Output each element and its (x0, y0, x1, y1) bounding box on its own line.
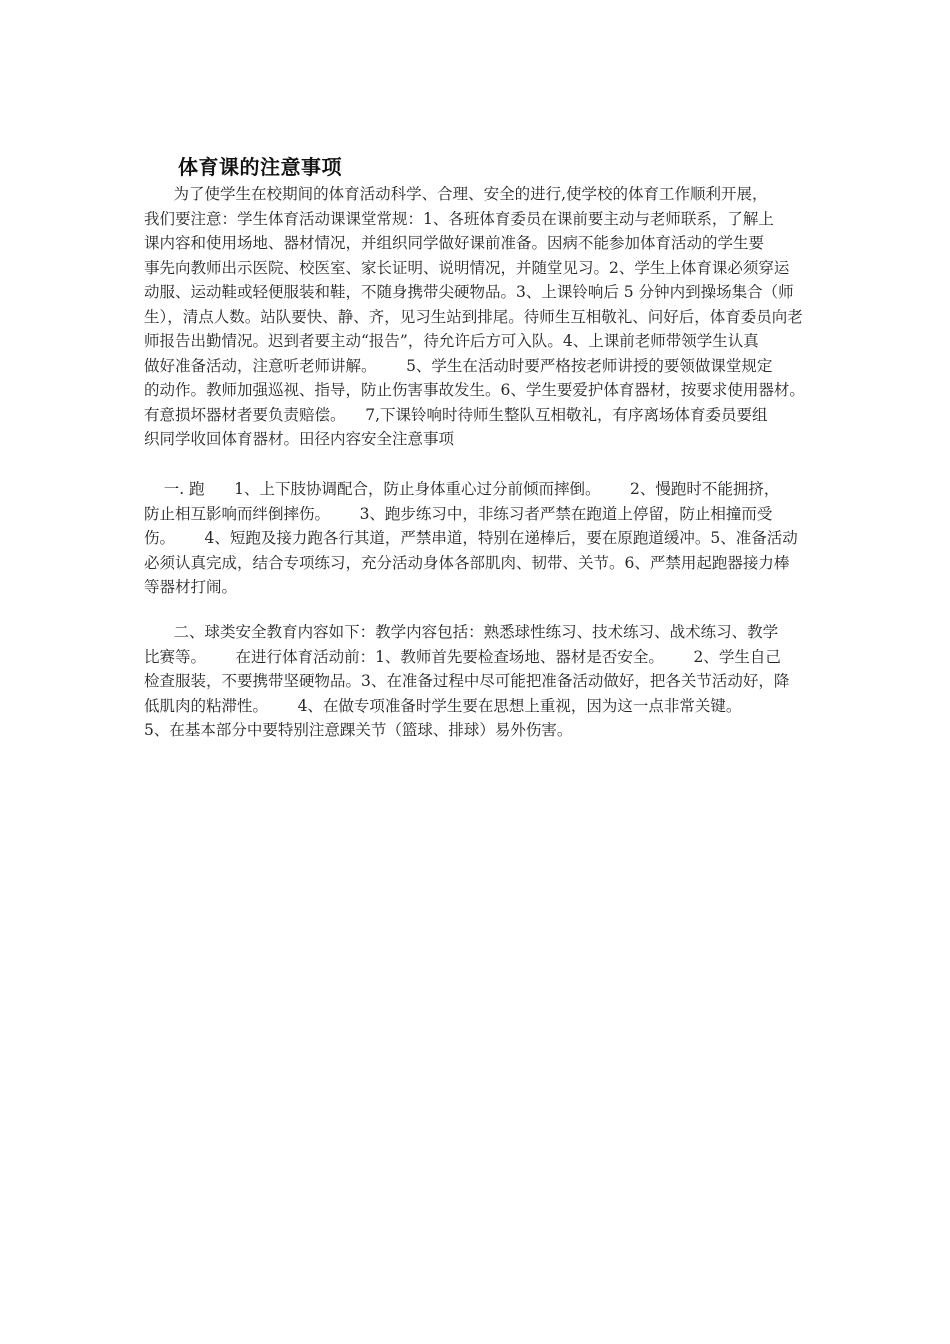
text-line: 师报告出勤情况。迟到者要主动“报告”，待允许后方可入队。4、上课前老师带领学生认真 (144, 332, 759, 350)
paragraph-ball-games-safety (144, 620, 810, 743)
text-line: 比赛等。 在进行体育活动前：1、教师首先要检查场地、器材是否安全。 2、学生自己 (144, 647, 781, 666)
text-line: 动服、运动鞋或轻便服装和鞋，不随身携带尖硬物品。3、上课铃响后 5 分钟内到操场集合（师 (144, 283, 794, 301)
text-line: 5、在基本部分中要特别注意踝关节（篮球、排球）易外伤害。 (144, 721, 573, 739)
text-line: 等器材打闹。 (144, 578, 238, 596)
paragraph-running-safety (144, 477, 810, 600)
text-line: 防止相互影响而绊倒摔伤。 3、跑步练习中，非练习者严禁在跑道上停留，防止相撞而受 (144, 504, 773, 523)
text-line: 为了使学生在校期间的体育活动科学、合理、安全的进行,使学校的体育工作顺利开展， (144, 185, 768, 203)
text-line: 织同学收回体育器材。田径内容安全注意事项 (144, 430, 455, 448)
paragraph-classroom-rules (144, 182, 810, 452)
text-line: 必须认真完成，结合专项练习，充分活动身体各部肌肉、韧带、关节。6、严禁用起跑器接力棒 (144, 553, 790, 572)
text-line: 低肌肉的粘滞性。 4、在做专项准备时学生要在思想上重视，因为这一点非常关键。 (144, 696, 742, 715)
text-line: 检查服装，不要携带坚硬物品。3、在准备过程中尽可能把准备活动做好，把各关节活动好，降 (144, 672, 790, 690)
text-line: 的动作。教师加强巡视、指导，防止伤害事故发生。6、学生要爱护体育器材，按要求使用器材。 (144, 381, 805, 399)
text-line: 一. 跑 1、上下肢协调配合，防止身体重心过分前倾而摔倒。 2、慢跑时不能拥挤， (144, 480, 780, 498)
text-line: 做好准备活动，注意听老师讲解。 5、学生在活动时要严格按老师讲授的要领做课堂规定 (144, 356, 773, 375)
text-line: 我们要注意：学生体育活动课课堂常规：1、各班体育委员在课前要主动与老师联系，了解上 (144, 209, 774, 228)
text-line: 生），清点人数。站队要快、静、齐，见习生站到排尾。待师生互相敬礼、问好后，体育委员向老 (144, 307, 803, 326)
text-line: 伤。 4、短跑及接力跑各行其道，严禁串道，特别在递棒后，要在原跑道缓冲。5、准备活动 (144, 529, 798, 547)
text-line: 事先向教师出示医院、校医室、家长证明、说明情况，并随堂见习。2、学生上体育课必须穿运 (144, 258, 790, 277)
text-line: 二、球类安全教育内容如下：教学内容包括：熟悉球性练习、技术练习、战术练习、教学 (144, 623, 779, 641)
text-line: 有意损坏器材者要负责赔偿。 7,下课铃响时待师生整队互相敬礼，有序离场体育委员要组 (144, 405, 768, 424)
document-title: 体育课的注意事项 (178, 155, 342, 179)
text-line: 课内容和使用场地、器材情况，并组织同学做好课前准备。因病不能参加体育活动的学生要 (144, 234, 765, 252)
